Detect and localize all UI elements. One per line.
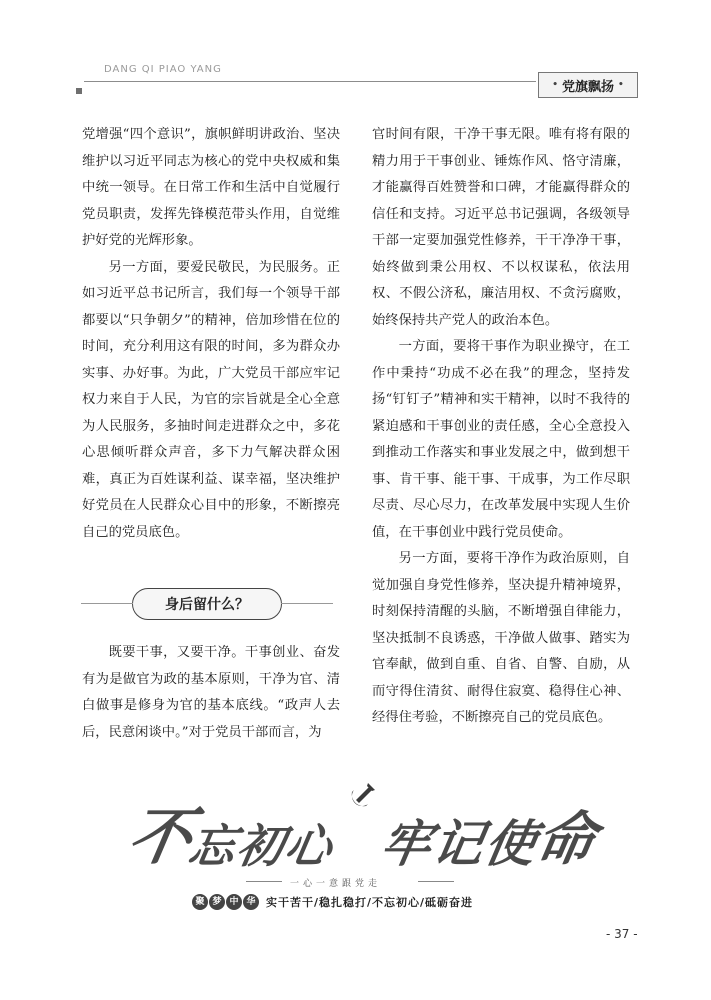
badge-char-3: 中 xyxy=(226,894,242,910)
calligraphy-banner xyxy=(122,798,602,876)
header-section-cn: 党旗飘扬 xyxy=(561,79,614,95)
left-column xyxy=(82,122,340,546)
page-number: - 37 - xyxy=(606,927,638,941)
left-column-lower xyxy=(82,640,340,746)
callig-char-1: 不 xyxy=(122,800,198,873)
right-paragraph-3: 另一方面，要将干净作为政治原则，自觉加强自身党性修养，坚决提升精神境界，时刻保持清醒的头脑，不断增强自律能力，坚决抵制不良诱惑，干净做人做事、踏实为官奉献，做到自重、自省、自警、自励，从而守得住清贫、耐得住寂寞、稳得住心神、经得住考验，不断擦亮自己的党员底色。 xyxy=(372,551,630,725)
right-column xyxy=(372,122,630,732)
badge-char-2: 梦 xyxy=(209,894,225,910)
right-paragraph-1: 官时间有限，干净干事无限。唯有将有限的精力用于干事创业、锤炼作风、恪守清廉，才能赢得百姓赞誉和口碑，才能赢得群众的信任和支持。习近平总书记强调，各级领导干部一定要加强党性修养，干干净净干事，始终做到秉公用权、不以权谋私，依法用权、不假公济私，廉洁用权、不贪污腐败，始终保持共产党人的政治本色。 xyxy=(372,127,630,328)
slogan-line-1: 一心一意跟党走 xyxy=(290,879,382,889)
left-paragraph-3: 既要干事，又要干净。干事创业、奋发有为是做官为政的基本原则，干净为官、清白做事是修身为官的基本底线。“政声人去后，民意闲谈中。”对于党员干部而言，为 xyxy=(82,645,340,740)
header-rule xyxy=(84,81,536,82)
left-paragraph-2: 另一方面，要爱民敬民，为民服务。正如习近平总书记所言，我们每一个领导干部都要以“只争朝夕”的精神，倍加珍惜在位的时间，充分利用这有限的时间，多为群众办实事、办好事。为此，广大党员干部应牢记权力来自于人民，为官的宗旨就是全心全意为人民服务，多抽时间走进群众之中，多花心思倾听群众声音，多下力气解决群众困难，真正为百姓谋利益、谋幸福，坚决维护好党员在人民群众心目中的形象，不断擦亮自己的党员底色。 xyxy=(82,259,340,540)
subheading-box xyxy=(132,588,282,620)
callig-char-6: 记 xyxy=(428,814,489,873)
party-emblem-icon xyxy=(350,780,378,808)
header-dot-right: • xyxy=(618,80,624,90)
callig-char-3: 初 xyxy=(232,819,289,873)
header-section-tab xyxy=(538,72,638,98)
right-paragraph-2: 一方面，要将干事作为职业操守，在工作中秉持“功成不必在我”的理念，坚持发扬“钉钉子”精神和实干精神，以时不我待的紧迫感和干事创业的责任感，全心全意投入到推动工作落实和事业发展之中，做到想干事、肯干事、能干事、干成事，为工作尽职尽责、尽心尽力，在改革发展中实现人生价值，在干事创业中践行党员使命。 xyxy=(372,339,630,540)
slogan-rule-right xyxy=(418,881,454,882)
slogan-rule-left xyxy=(246,881,282,882)
badge-char-1: 聚 xyxy=(192,894,208,910)
callig-char-5: 牢 xyxy=(376,814,437,873)
callig-char-7: 使 xyxy=(480,814,541,873)
header-square xyxy=(76,88,82,94)
subheading-text: 身后留什么？ xyxy=(165,597,249,613)
left-paragraph-1: 党增强“四个意识”，旗帜鲜明讲政治、坚决维护以习近平同志为核心的党中央权威和集中统一领导。在日常工作和生活中自觉履行党员职责，发挥先锋模范带头作用，自觉维护好党的光辉形象。 xyxy=(82,127,340,248)
callig-char-4: 心 xyxy=(280,819,337,873)
slogan-line-2: 实干苦干/稳扎稳打/不忘初心/砥砺奋进 xyxy=(266,896,474,909)
badge-char-4: 华 xyxy=(243,894,259,910)
slogan-line-2-row xyxy=(192,893,473,911)
callig-char-8: 命 xyxy=(531,805,602,873)
header-section-en: DANG QI PIAO YANG xyxy=(104,64,222,75)
header-dot-left: • xyxy=(552,80,558,90)
callig-char-2: 忘 xyxy=(184,819,241,873)
